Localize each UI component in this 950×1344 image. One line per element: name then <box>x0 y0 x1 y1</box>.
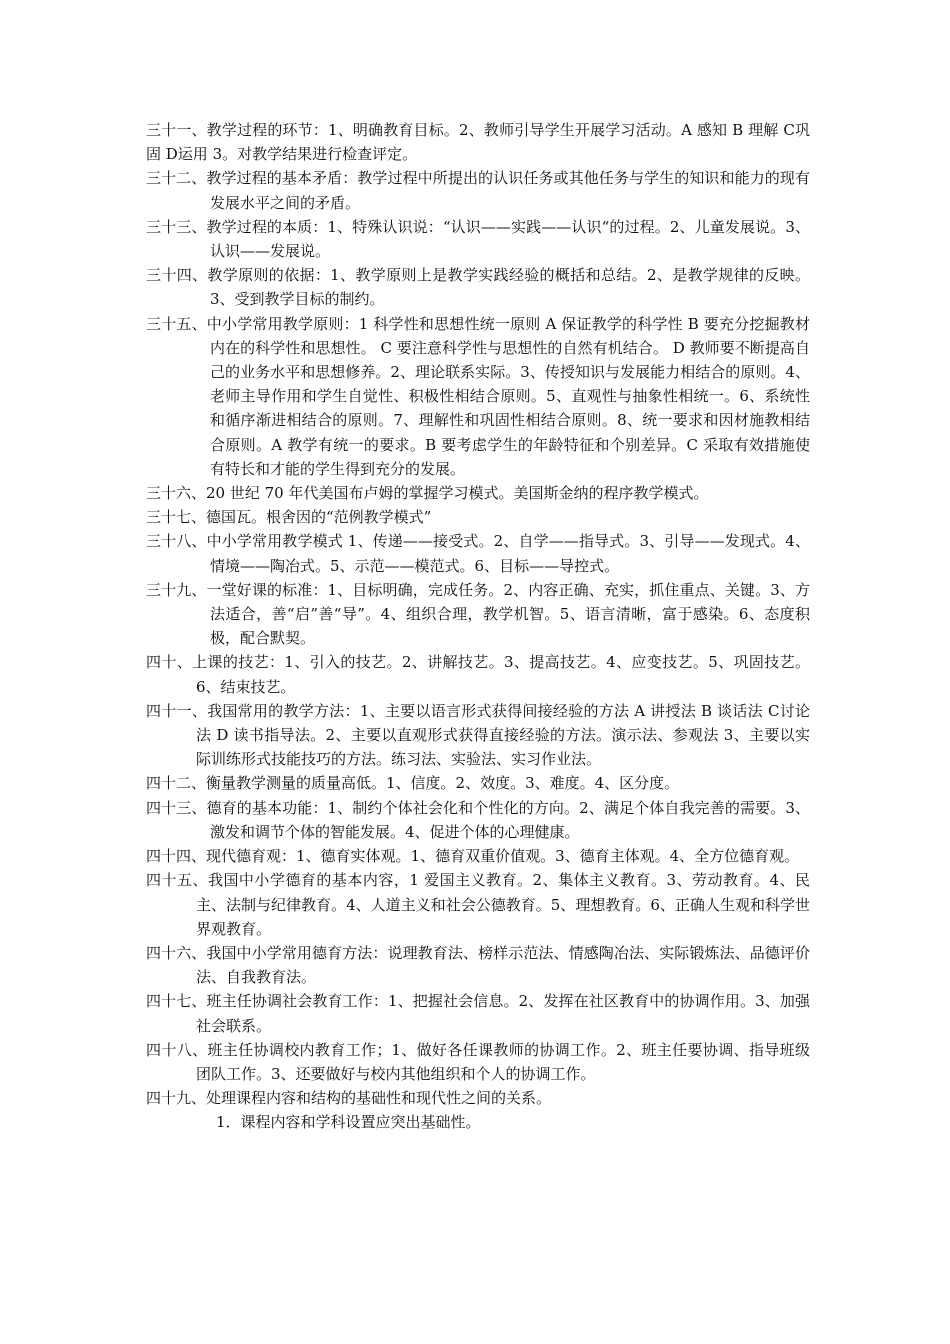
list-item: 四十二、衡量教学测量的质量高低。1、信度。2、效度。3、难度。4、区分度。 <box>146 774 680 793</box>
list-item: 三十一、教学过程的环节：1、明确教育目标。2、教师引导学生开展学习活动。A 感知 B 理解 C巩固 D运用 3。对教学结果进行检查评定。 <box>146 121 810 164</box>
list-item: 四十九、处理课程内容和结构的基础性和现代性之间的关系。 <box>146 1089 552 1108</box>
list-item: 四十五、我国中小学德育的基本内容，1 爱国主义教育。2、集体主义教育。3、劳动教育。4、民主、法制与纪律教育。4、人道主义和社会公德教育。5、理想教育。6、正确人生观和科学世界观教育。 <box>146 871 810 938</box>
list-item: 四十六、我国中小学常用德育方法：说理教育法、榜样示范法、情感陶冶法、实际锻炼法、品德评价法、自我教育法。 <box>146 943 810 987</box>
list-item: 四十八、班主任协调校内教育工作；1、做好各任课教师的协调工作。2、班主任要协调、指导班级团队工作。3、还要做好与校内其他组织和个人的协调工作。 <box>146 1040 810 1083</box>
list-item: 四十四、现代德育观：1、德育实体观。1、德育双重价值观。3、德育主体观。4、全方位德育观。 <box>146 847 800 866</box>
list-item: 三十二、教学过程的基本矛盾：教学过程中所提出的认识任务或其他任务与学生的知识和能力的现有发展水平之间的矛盾。 <box>146 169 810 212</box>
list-item: 四十一、我国常用的教学方法：1、主要以语言形式获得间接经验的方法 A 讲授法 B 谈话法 C讨论法 D 读书指导法。2、主要以直观形式获得直接经验的方法。演示法、参观法 3、主要以实际训练形式技能技巧的方法。练习法、实验法、实习作业法。 <box>146 701 810 769</box>
document-body <box>146 118 810 1135</box>
list-item: 三十六、20 世纪 70 年代美国布卢姆的掌握学习模式。美国斯金纳的程序教学模式。 <box>146 484 709 503</box>
list-item: 三十八、中小学常用教学模式 1、传递——接受式。2、自学——指导式。3、引导——发现式。4、情境——陶冶式。5、示范——模范式。6、目标——导控式。 <box>146 532 810 575</box>
list-item: 三十五、中小学常用教学原则：1 科学性和思想性统一原则 A 保证教学的科学性 B 要充分挖掘教材内在的科学性和思想性。 C 要注意科学性与思想性的自然有机结合。 D 教师要不断提高自己的业务水平和思想修养。2、理论联系实际。3、传授知识与发展能力相结合的原则。4、老师主导作用和学生自觉性、积极性相结合原则。5、直观性与抽象性相统一。6、系统性和循序渐进相结合的原则。7、理解性和巩固性相结合原则。8、统一要求和因材施教相结合原则。A 教学有统一的要求。B 要考虑学生的年龄特征和个别差异。C 采取有效措施使有特长和才能的学生得到充分的发展。 <box>146 314 810 478</box>
list-item: 四十三、德育的基本功能：1、制约个体社会化和个性化的方向。2、满足个体自我完善的需要。3、激发和调节个体的智能发展。4、促进个体的心理健康。 <box>146 798 810 841</box>
list-item: 三十三、教学过程的本质：1、特殊认识说：“认识——实践——认识“的过程。2、儿童发展说。3、认识——发展说。 <box>146 217 810 261</box>
list-item: 四十、上课的技艺：1、引入的技艺。2、讲解技艺。3、提高技艺。4、应变技艺。5、巩固技艺。6、结束技艺。 <box>146 653 810 696</box>
list-item: 三十九、一堂好课的标准：1、目标明确，完成任务。2、内容正确、充实，抓住重点、关键。3、方法适合，善“启”善“导”。4、组织合理，教学机智。5、语言清晰，富于感染。6、态度积极，配合默契。 <box>146 580 810 648</box>
list-item: 四十七、班主任协调社会教育工作：1、把握社会信息。2、发挥在社区教育中的协调作用。3、加强社会联系。 <box>146 992 810 1035</box>
sub-list-item: 1．课程内容和学科设置应突出基础性。 <box>216 1113 481 1132</box>
list-item: 三十七、德国瓦。根舍因的“范例教学模式” <box>146 508 432 527</box>
list-item: 三十四、教学原则的依据：1、教学原则上是教学实践经验的概括和总结。2、是教学规律的反映。3、受到教学目标的制约。 <box>146 266 810 309</box>
